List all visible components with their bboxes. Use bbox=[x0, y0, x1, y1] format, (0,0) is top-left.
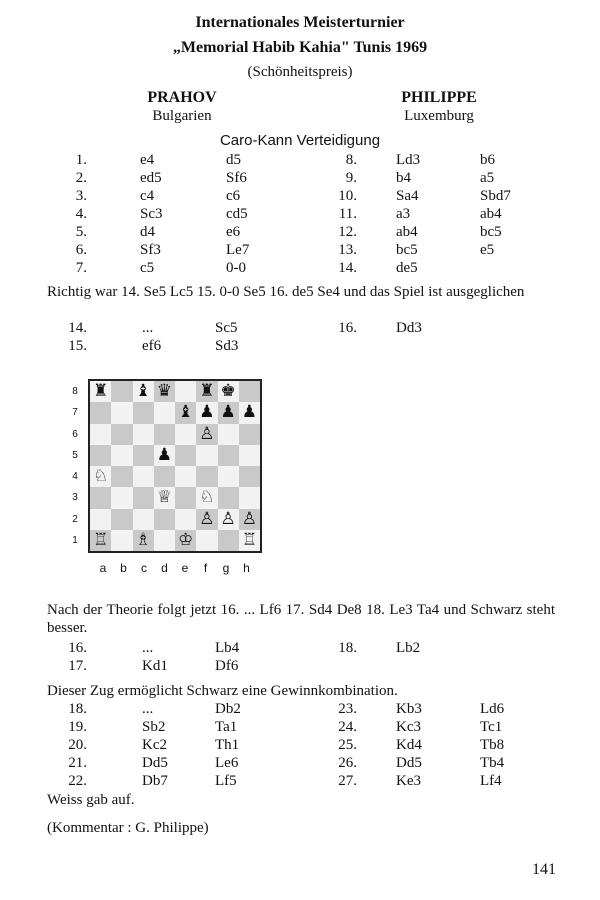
square-f4 bbox=[196, 466, 217, 487]
comment-theory: Nach der Theorie folgt jetzt 16. ... Lf6 17. Sd4 De8 18. Le3 Ta4 und Schwarz steht besser. bbox=[47, 602, 555, 636]
black-move: Lf5 bbox=[215, 773, 237, 789]
move-number: 17. bbox=[68, 658, 87, 674]
tournament-subtitle: „Memorial Habib Kahia" Tunis 1969 bbox=[172, 39, 428, 56]
black-move: bc5 bbox=[480, 224, 502, 240]
rank-label: 8 bbox=[72, 386, 78, 397]
square-a2 bbox=[90, 509, 111, 530]
square-d2 bbox=[154, 509, 175, 530]
square-h3 bbox=[239, 487, 260, 508]
move-number: 7. bbox=[75, 260, 87, 276]
square-b8 bbox=[111, 381, 132, 402]
black-move: Tb4 bbox=[480, 755, 505, 771]
black-move: Ta1 bbox=[215, 719, 238, 735]
rank-label: 6 bbox=[72, 428, 78, 440]
white-move: bc5 bbox=[396, 242, 418, 258]
move-number: 3. bbox=[75, 188, 87, 204]
file-label: c bbox=[141, 561, 147, 575]
white-move: Dd3 bbox=[396, 320, 422, 336]
square-e7 bbox=[175, 402, 196, 423]
white-move: Sf3 bbox=[140, 242, 161, 258]
white-move: Sc3 bbox=[140, 206, 163, 222]
white-move: Dd5 bbox=[142, 755, 168, 771]
black-move: Ld6 bbox=[480, 701, 505, 717]
chess-piece-icon: ♟ bbox=[199, 402, 215, 423]
move-number: 6. bbox=[75, 242, 87, 258]
black-move: Th1 bbox=[215, 737, 240, 753]
square-h5 bbox=[239, 445, 260, 466]
square-e6 bbox=[175, 424, 196, 445]
square-b6 bbox=[111, 424, 132, 445]
white-move: ... bbox=[142, 701, 154, 717]
square-h7 bbox=[239, 402, 260, 423]
black-player-name: PHILIPPE bbox=[401, 89, 477, 106]
white-move: Ke3 bbox=[396, 773, 421, 789]
move-number: 14. bbox=[68, 320, 87, 336]
move-number: 24. bbox=[338, 719, 357, 735]
square-c5 bbox=[133, 445, 154, 466]
square-d5 bbox=[154, 445, 175, 466]
file-label: e bbox=[181, 561, 189, 575]
square-c4 bbox=[133, 466, 154, 487]
rank-label: 3 bbox=[72, 492, 78, 504]
file-label: h bbox=[243, 561, 250, 575]
chess-piece-icon: ♙ bbox=[199, 508, 215, 529]
move-number: 19. bbox=[68, 719, 87, 735]
chess-piece-icon: ♛ bbox=[156, 381, 172, 402]
square-b4 bbox=[111, 466, 132, 487]
square-a5 bbox=[90, 445, 111, 466]
black-move: Db2 bbox=[215, 701, 241, 717]
square-a1 bbox=[90, 530, 111, 551]
chess-piece-icon: ♙ bbox=[199, 423, 215, 444]
square-a7 bbox=[90, 402, 111, 423]
square-a8 bbox=[90, 381, 111, 402]
black-move: a5 bbox=[480, 170, 495, 186]
square-c7 bbox=[133, 402, 154, 423]
square-e5 bbox=[175, 445, 196, 466]
black-move: Tb8 bbox=[480, 737, 505, 753]
comment-correct-line: Richtig war 14. Se5 Lc5 15. 0-0 Se5 16. de5 Se4 und das Spiel ist ausgeglichen bbox=[47, 284, 525, 300]
white-move: c5 bbox=[140, 260, 155, 276]
move-number: 12. bbox=[338, 224, 357, 240]
black-move: Sf6 bbox=[226, 170, 247, 186]
square-a6 bbox=[90, 424, 111, 445]
move-number: 15. bbox=[68, 338, 87, 354]
black-move: d5 bbox=[226, 152, 241, 168]
rank-label: 7 bbox=[72, 407, 78, 419]
black-move: Lb4 bbox=[215, 640, 240, 656]
chess-piece-icon: ♜ bbox=[199, 381, 215, 402]
square-g5 bbox=[218, 445, 239, 466]
square-g3 bbox=[218, 487, 239, 508]
black-move: b6 bbox=[480, 152, 495, 168]
square-g6 bbox=[218, 424, 239, 445]
chess-piece-icon: ♔ bbox=[178, 529, 194, 550]
square-h4 bbox=[239, 466, 260, 487]
move-number: 16. bbox=[338, 320, 357, 336]
file-label: a bbox=[99, 561, 107, 575]
white-move: Kb3 bbox=[396, 701, 422, 717]
square-d3 bbox=[154, 487, 175, 508]
black-move: 0-0 bbox=[226, 260, 246, 276]
square-e3 bbox=[175, 487, 196, 508]
square-g7 bbox=[218, 402, 239, 423]
square-d1 bbox=[154, 530, 175, 551]
square-h2 bbox=[239, 509, 260, 530]
square-c1 bbox=[133, 530, 154, 551]
square-e2 bbox=[175, 509, 196, 530]
move-number: 9. bbox=[345, 170, 357, 186]
move-number: 13. bbox=[338, 242, 357, 258]
square-e1 bbox=[175, 530, 196, 551]
square-h8 bbox=[239, 381, 260, 402]
opening-name: Caro-Kann Verteidigung bbox=[219, 132, 381, 149]
square-g8 bbox=[218, 381, 239, 402]
chess-piece-icon: ♖ bbox=[241, 529, 257, 550]
square-c2 bbox=[133, 509, 154, 530]
white-move: Dd5 bbox=[396, 755, 422, 771]
chess-piece-icon: ♗ bbox=[135, 529, 151, 550]
chess-piece-icon: ♘ bbox=[199, 487, 215, 508]
square-f5 bbox=[196, 445, 217, 466]
move-number: 26. bbox=[338, 755, 357, 771]
move-number: 10. bbox=[338, 188, 357, 204]
white-move: d4 bbox=[140, 224, 155, 240]
move-number: 25. bbox=[338, 737, 357, 753]
chess-piece-icon: ♜ bbox=[93, 381, 109, 402]
black-move: Sd3 bbox=[215, 338, 239, 354]
square-a3 bbox=[90, 487, 111, 508]
chess-piece-icon: ♕ bbox=[156, 487, 172, 508]
black-move: Tc1 bbox=[480, 719, 503, 735]
move-number: 16. bbox=[68, 640, 87, 656]
square-c8 bbox=[133, 381, 154, 402]
black-move: e5 bbox=[480, 242, 495, 258]
square-h1 bbox=[239, 530, 260, 551]
black-move: Le7 bbox=[226, 242, 250, 258]
move-number: 2. bbox=[75, 170, 87, 186]
black-player-country: Luxemburg bbox=[404, 108, 474, 124]
move-number: 18. bbox=[338, 640, 357, 656]
chess-piece-icon: ♝ bbox=[178, 402, 194, 423]
square-b1 bbox=[111, 530, 132, 551]
black-move: Le6 bbox=[215, 755, 239, 771]
file-label: d bbox=[161, 561, 168, 575]
white-move: b4 bbox=[396, 170, 411, 186]
square-b7 bbox=[111, 402, 132, 423]
white-move: Kc2 bbox=[142, 737, 167, 753]
square-e4 bbox=[175, 466, 196, 487]
white-move: Kd4 bbox=[396, 737, 422, 753]
chess-piece-icon: ♟ bbox=[220, 402, 236, 423]
move-number: 14. bbox=[338, 260, 357, 276]
chess-piece-icon: ♝ bbox=[135, 381, 151, 402]
move-number: 21. bbox=[68, 755, 87, 771]
square-g1 bbox=[218, 530, 239, 551]
square-b3 bbox=[111, 487, 132, 508]
white-move: ed5 bbox=[140, 170, 162, 186]
black-move: c6 bbox=[226, 188, 241, 204]
white-move: ... bbox=[142, 320, 154, 336]
chess-board bbox=[88, 379, 262, 553]
move-number: 22. bbox=[68, 773, 87, 789]
page-number: 141 bbox=[532, 861, 556, 878]
prize-note: (Schönheitspreis) bbox=[247, 64, 353, 80]
square-c3 bbox=[133, 487, 154, 508]
black-move: cd5 bbox=[226, 206, 248, 222]
square-g2 bbox=[218, 509, 239, 530]
chess-piece-icon: ♟ bbox=[156, 444, 172, 465]
square-f1 bbox=[196, 530, 217, 551]
square-d4 bbox=[154, 466, 175, 487]
black-move: Sc5 bbox=[215, 320, 238, 336]
white-move: ef6 bbox=[142, 338, 162, 354]
square-f3 bbox=[196, 487, 217, 508]
square-a4 bbox=[90, 466, 111, 487]
square-e8 bbox=[175, 381, 196, 402]
move-number: 11. bbox=[338, 206, 357, 222]
white-player-name: PRAHOV bbox=[147, 89, 217, 106]
square-h6 bbox=[239, 424, 260, 445]
move-number: 5. bbox=[75, 224, 87, 240]
tournament-title: Internationales Meisterturnier bbox=[195, 14, 405, 31]
white-move: c4 bbox=[140, 188, 155, 204]
comment-winning-combination: Dieser Zug ermöglicht Schwarz eine Gewinnkombination. bbox=[47, 683, 398, 699]
white-move: Sb2 bbox=[142, 719, 166, 735]
square-f2 bbox=[196, 509, 217, 530]
white-move: Ld3 bbox=[396, 152, 421, 168]
white-move: Lb2 bbox=[396, 640, 421, 656]
rank-label: 4 bbox=[72, 471, 78, 482]
white-move: a3 bbox=[396, 206, 411, 222]
white-move: Kd1 bbox=[142, 658, 168, 674]
white-move: ... bbox=[142, 640, 154, 656]
chess-piece-icon: ♖ bbox=[93, 529, 109, 550]
black-move: e6 bbox=[226, 224, 241, 240]
square-f7 bbox=[196, 402, 217, 423]
rank-label: 2 bbox=[72, 513, 78, 525]
chess-piece-icon: ♙ bbox=[241, 508, 257, 529]
file-label: f bbox=[203, 561, 208, 575]
square-f8 bbox=[196, 381, 217, 402]
white-move: Sa4 bbox=[396, 188, 419, 204]
white-move: Kc3 bbox=[396, 719, 421, 735]
rank-label: 1 bbox=[72, 534, 78, 546]
game-result: Weiss gab auf. bbox=[47, 792, 135, 808]
chess-piece-icon: ♘ bbox=[93, 466, 109, 487]
chess-piece-icon: ♙ bbox=[220, 508, 236, 529]
file-label: b bbox=[120, 561, 127, 575]
rank-label: 5 bbox=[72, 449, 78, 461]
white-move: Db7 bbox=[142, 773, 168, 789]
white-player-country: Bulgarien bbox=[152, 108, 212, 124]
square-g4 bbox=[218, 466, 239, 487]
move-number: 8. bbox=[345, 152, 357, 168]
commentator-credit: (Kommentar : G. Philippe) bbox=[47, 820, 209, 836]
move-number: 1. bbox=[75, 152, 87, 168]
file-label: g bbox=[222, 561, 230, 575]
white-move: e4 bbox=[140, 152, 155, 168]
square-b5 bbox=[111, 445, 132, 466]
move-number: 4. bbox=[75, 206, 87, 222]
white-move: de5 bbox=[396, 260, 418, 276]
square-c6 bbox=[133, 424, 154, 445]
black-move: Lf4 bbox=[480, 773, 502, 789]
square-d6 bbox=[154, 424, 175, 445]
black-move: ab4 bbox=[480, 206, 502, 222]
white-move: ab4 bbox=[396, 224, 418, 240]
chess-piece-icon: ♚ bbox=[220, 381, 236, 402]
black-move: Df6 bbox=[215, 658, 239, 674]
black-move: Sbd7 bbox=[480, 188, 511, 204]
square-d8 bbox=[154, 381, 175, 402]
move-number: 27. bbox=[338, 773, 357, 789]
move-number: 23. bbox=[338, 701, 357, 717]
chess-piece-icon: ♟ bbox=[241, 402, 257, 423]
move-number: 20. bbox=[68, 737, 87, 753]
square-b2 bbox=[111, 509, 132, 530]
square-d7 bbox=[154, 402, 175, 423]
move-number: 18. bbox=[68, 701, 87, 717]
square-f6 bbox=[196, 424, 217, 445]
